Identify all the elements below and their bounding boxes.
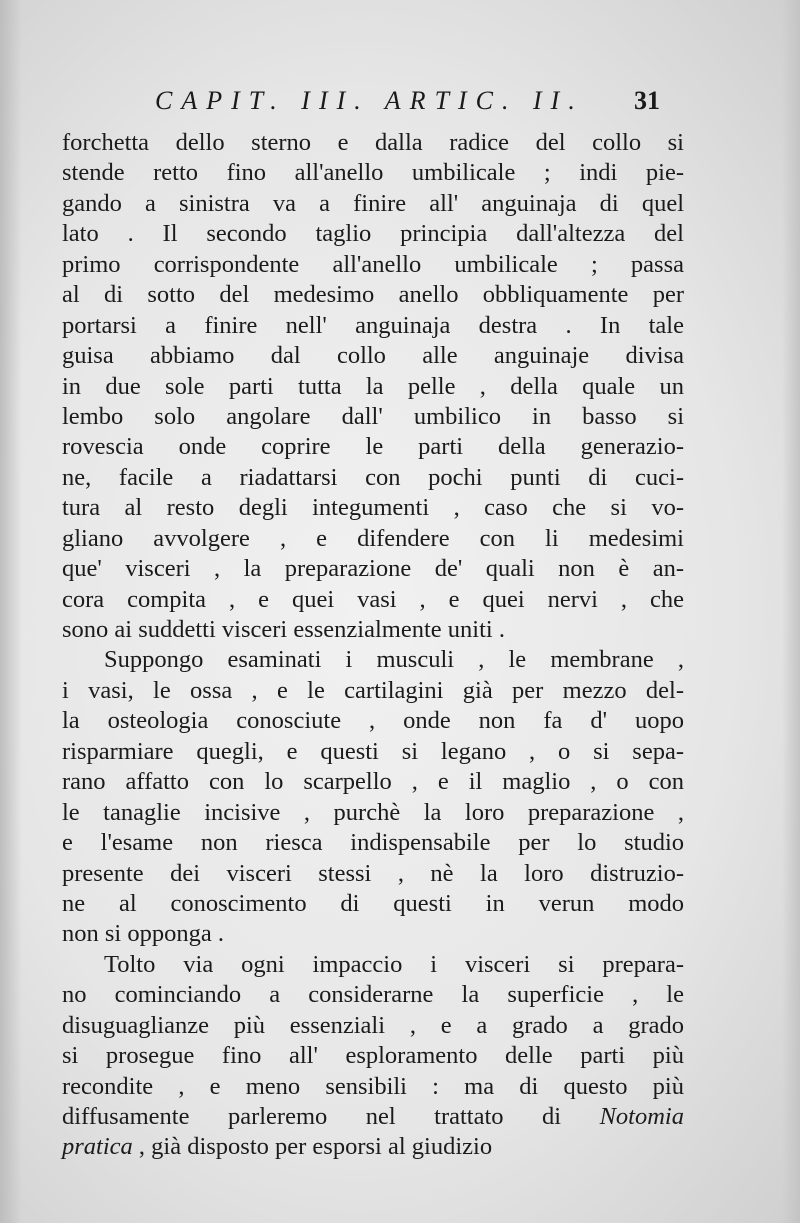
chapter-article-heading: CAPIT. III. ARTIC. II.	[155, 86, 584, 115]
text-line: que' visceri , la preparazione de' quali non è an-	[62, 555, 684, 583]
text-line: no cominciando a considerarne la superficie , le	[62, 981, 684, 1009]
page-number: 31	[634, 86, 660, 115]
text-line: la osteologia conosciute , onde non fa d' uopo	[62, 707, 684, 735]
italic-title-word: Notomia	[599, 1103, 684, 1130]
text-line: stende retto fino all'anello umbilicale ; indi pie-	[62, 159, 684, 187]
text-line	[62, 1132, 684, 1162]
text-line: ne al conoscimento di questi in verun modo	[62, 889, 684, 917]
paragraph-start-line: Suppongo esaminati i musculi , le membrane ,	[104, 646, 684, 674]
text-line: tura al resto degli integumenti , caso che si vo-	[62, 494, 684, 522]
paragraph-end-line: non si opponga .	[62, 920, 224, 948]
text-line: le tanaglie incisive , purchè la loro preparazione ,	[62, 798, 684, 826]
text-line: gando a sinistra va a finire all' anguinaja di quel	[62, 189, 684, 217]
text-line: ne, facile a riadattarsi con pochi punti di cuci-	[62, 463, 684, 491]
text-line: lato . Il secondo taglio principia dall'altezza del	[62, 220, 684, 248]
paragraph-start-line: Tolto via ogni impaccio i visceri si prepara-	[104, 950, 684, 978]
page-edge-shadow-left	[0, 0, 22, 1223]
text-line: recondite , e meno sensibili : ma di questo più	[62, 1072, 684, 1100]
text-line: rovescia onde coprire le parti della generazio-	[62, 433, 684, 461]
text-line: disuguaglianze più essenziali , e a grado a grado	[62, 1011, 684, 1039]
page-edge-shadow-right	[782, 0, 800, 1223]
text-line	[62, 1102, 684, 1132]
text-line: risparmiare quegli, e questi si legano , o si sepa-	[62, 737, 684, 765]
body-text	[62, 128, 684, 1163]
text-line: si prosegue fino all' esploramento delle parti più	[62, 1042, 684, 1070]
text-line: gliano avvolgere , e difendere con li medesimi	[62, 524, 684, 552]
text-fragment: diffusamente parleremo nel trattato di	[62, 1103, 562, 1130]
text-line: al di sotto del medesimo anello obbliquamente per	[62, 281, 684, 309]
text-line: lembo solo angolare dall' umbilico in basso si	[62, 402, 684, 430]
text-line: rano affatto con lo scarpello , e il maglio , o con	[62, 768, 684, 796]
text-fragment: , già disposto per esporsi al giudizio	[138, 1133, 493, 1161]
italic-title-word: pratica	[62, 1133, 133, 1161]
text-line: i vasi, le ossa , e le cartilagini già per mezzo del-	[62, 676, 684, 704]
text-line: forchetta dello sterno e dalla radice del collo si	[62, 129, 684, 156]
text-line: presente dei visceri stessi , nè la loro distruzio-	[62, 859, 684, 887]
text-line: guisa abbiamo dal collo alle anguinaje divisa	[62, 342, 684, 370]
text-line: cora compita , e quei vasi , e quei nervi , che	[62, 585, 684, 613]
text-line: e l'esame non riesca indispensabile per lo studio	[62, 829, 684, 857]
text-line: primo corrispondente all'anello umbilicale ; passa	[62, 250, 684, 278]
paragraph-end-line: sono ai suddetti visceri essenzialmente uniti .	[62, 616, 505, 643]
text-line: in due sole parti tutta la pelle , della quale un	[62, 372, 684, 400]
running-head	[155, 86, 660, 126]
text-line: portarsi a finire nell' anguinaja destra . In tale	[62, 311, 684, 339]
